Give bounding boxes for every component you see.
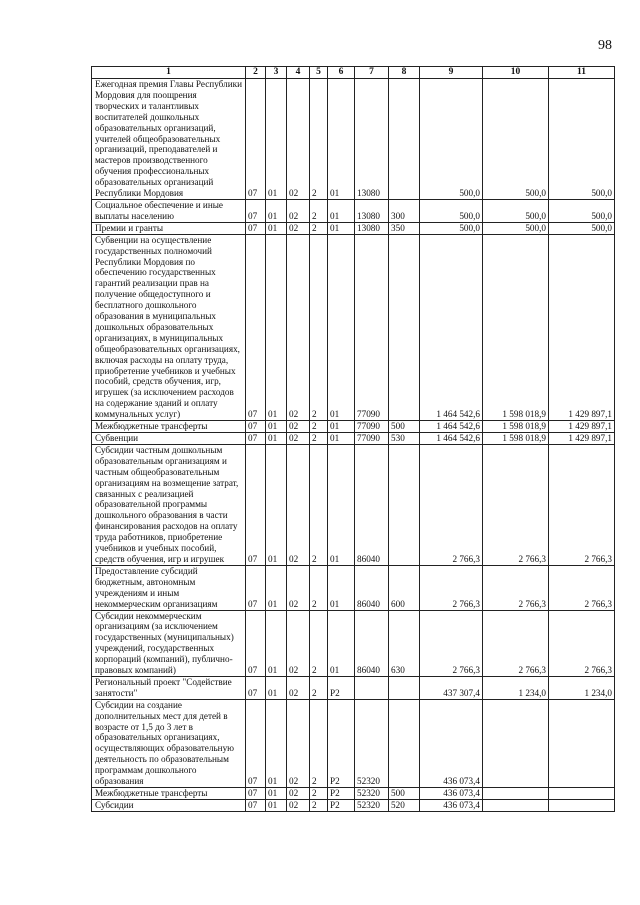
- code-cell: 07: [246, 421, 266, 433]
- code-cell: 2: [310, 199, 328, 222]
- code-cell: P2: [328, 699, 355, 787]
- header-cell: 11: [549, 67, 615, 79]
- code-cell: 2: [310, 222, 328, 234]
- code-cell: 01: [266, 788, 287, 800]
- code-cell: 77090: [355, 234, 389, 420]
- code-cell: 01: [266, 676, 287, 699]
- code-cell: 07: [246, 79, 266, 200]
- amount-cell: [549, 788, 615, 800]
- code-cell: 07: [246, 222, 266, 234]
- code-cell: 2: [310, 788, 328, 800]
- amount-cell: 1 464 542,6: [420, 421, 483, 433]
- code-cell: 02: [287, 610, 310, 676]
- code-cell: 01: [266, 199, 287, 222]
- amount-cell: 2 766,3: [549, 444, 615, 565]
- code-cell: 530: [389, 433, 420, 445]
- code-cell: 07: [246, 699, 266, 787]
- amount-cell: [483, 799, 549, 811]
- amount-cell: 1 234,0: [483, 676, 549, 699]
- code-cell: 01: [266, 222, 287, 234]
- code-cell: 2: [310, 676, 328, 699]
- code-cell: 01: [328, 565, 355, 610]
- code-cell: 07: [246, 676, 266, 699]
- code-cell: 350: [389, 222, 420, 234]
- table-row: [92, 799, 615, 811]
- code-cell: 01: [266, 444, 287, 565]
- page-number: 98: [598, 38, 612, 53]
- code-cell: 2: [310, 799, 328, 811]
- amount-cell: 1 429 897,1: [549, 421, 615, 433]
- code-cell: 86040: [355, 565, 389, 610]
- code-cell: 300: [389, 199, 420, 222]
- amount-cell: 2 766,3: [420, 610, 483, 676]
- amount-cell: 436 073,4: [420, 788, 483, 800]
- amount-cell: 500,0: [420, 199, 483, 222]
- code-cell: [389, 444, 420, 565]
- code-cell: 86040: [355, 610, 389, 676]
- code-cell: 02: [287, 788, 310, 800]
- row-name: Премии и гранты: [92, 222, 246, 234]
- code-cell: 13080: [355, 222, 389, 234]
- amount-cell: 2 766,3: [420, 565, 483, 610]
- code-cell: 13080: [355, 199, 389, 222]
- amount-cell: 2 766,3: [549, 565, 615, 610]
- amount-cell: 1 429 897,1: [549, 234, 615, 420]
- header-cell: 7: [355, 67, 389, 79]
- code-cell: 2: [310, 79, 328, 200]
- amount-cell: 1 598 018,9: [483, 421, 549, 433]
- code-cell: 02: [287, 421, 310, 433]
- code-cell: 01: [328, 610, 355, 676]
- header-cell: 1: [92, 67, 246, 79]
- row-name: Предоставление субсидий бюджетным, автономным учреждениям и иным некоммерческим организациям: [92, 565, 246, 610]
- row-name: Субсидии некоммерческим организациям (за исключением государственных (муниципальных) учреждений, государственных корпораций (компаний), публично-правовых компаний): [92, 610, 246, 676]
- code-cell: 07: [246, 199, 266, 222]
- code-cell: 13080: [355, 79, 389, 200]
- code-cell: 02: [287, 234, 310, 420]
- code-cell: 01: [328, 433, 355, 445]
- code-cell: 2: [310, 433, 328, 445]
- code-cell: 01: [266, 433, 287, 445]
- header-row: [92, 67, 615, 79]
- code-cell: 01: [266, 565, 287, 610]
- code-cell: 01: [328, 79, 355, 200]
- amount-cell: 1 598 018,9: [483, 234, 549, 420]
- code-cell: 520: [389, 799, 420, 811]
- table-row: [92, 444, 615, 565]
- table-row: [92, 676, 615, 699]
- amount-cell: [549, 699, 615, 787]
- amount-cell: 436 073,4: [420, 699, 483, 787]
- table-row: [92, 433, 615, 445]
- amount-cell: 500,0: [549, 79, 615, 200]
- header-cell: 10: [483, 67, 549, 79]
- code-cell: [389, 676, 420, 699]
- code-cell: 2: [310, 610, 328, 676]
- code-cell: 01: [328, 234, 355, 420]
- code-cell: 01: [266, 799, 287, 811]
- code-cell: 01: [328, 421, 355, 433]
- code-cell: 01: [266, 234, 287, 420]
- code-cell: 02: [287, 699, 310, 787]
- amount-cell: [483, 699, 549, 787]
- code-cell: 02: [287, 799, 310, 811]
- row-name: Межбюджетные трансферты: [92, 421, 246, 433]
- table-row: [92, 788, 615, 800]
- code-cell: [389, 234, 420, 420]
- header-cell: 2: [246, 67, 266, 79]
- header-cell: 6: [328, 67, 355, 79]
- code-cell: [389, 699, 420, 787]
- code-cell: 52320: [355, 799, 389, 811]
- row-name: Субсидии: [92, 799, 246, 811]
- header-cell: 4: [287, 67, 310, 79]
- amount-cell: 2 766,3: [549, 610, 615, 676]
- code-cell: 02: [287, 222, 310, 234]
- code-cell: 01: [266, 421, 287, 433]
- amount-cell: 436 073,4: [420, 799, 483, 811]
- row-name: Субвенции: [92, 433, 246, 445]
- code-cell: 01: [266, 610, 287, 676]
- amount-cell: 2 766,3: [483, 444, 549, 565]
- code-cell: 07: [246, 234, 266, 420]
- code-cell: 02: [287, 565, 310, 610]
- code-cell: 2: [310, 699, 328, 787]
- code-cell: 02: [287, 79, 310, 200]
- code-cell: 2: [310, 421, 328, 433]
- amount-cell: 1 429 897,1: [549, 433, 615, 445]
- code-cell: 630: [389, 610, 420, 676]
- amount-cell: 500,0: [420, 79, 483, 200]
- amount-cell: 1 234,0: [549, 676, 615, 699]
- code-cell: 07: [246, 788, 266, 800]
- amount-cell: 1 598 018,9: [483, 433, 549, 445]
- amount-cell: 500,0: [483, 222, 549, 234]
- amount-cell: 2 766,3: [483, 610, 549, 676]
- code-cell: 77090: [355, 433, 389, 445]
- code-cell: [355, 676, 389, 699]
- code-cell: 07: [246, 444, 266, 565]
- row-name: Субсидии на создание дополнительных мест для детей в возрасте от 1,5 до 3 лет в образовательных организациях, осуществляющих образовательную деятельность по образовательным программам дошкольного образования: [92, 699, 246, 787]
- amount-cell: [549, 799, 615, 811]
- amount-cell: 500,0: [483, 79, 549, 200]
- code-cell: 02: [287, 444, 310, 565]
- row-name: Социальное обеспечение и иные выплаты населению: [92, 199, 246, 222]
- code-cell: 86040: [355, 444, 389, 565]
- header-cell: 3: [266, 67, 287, 79]
- code-cell: 01: [328, 199, 355, 222]
- table-row: [92, 610, 615, 676]
- code-cell: 2: [310, 444, 328, 565]
- code-cell: 77090: [355, 421, 389, 433]
- code-cell: 07: [246, 433, 266, 445]
- header-cell: 5: [310, 67, 328, 79]
- code-cell: [389, 79, 420, 200]
- amount-cell: 500,0: [483, 199, 549, 222]
- code-cell: P2: [328, 676, 355, 699]
- table-row: [92, 234, 615, 420]
- code-cell: 07: [246, 610, 266, 676]
- table-row: [92, 699, 615, 787]
- amount-cell: 500,0: [549, 199, 615, 222]
- table-row: [92, 199, 615, 222]
- code-cell: 02: [287, 433, 310, 445]
- code-cell: 2: [310, 234, 328, 420]
- row-name: Региональный проект "Содействие занятости": [92, 676, 246, 699]
- code-cell: 01: [328, 444, 355, 565]
- code-cell: 02: [287, 676, 310, 699]
- code-cell: 01: [266, 699, 287, 787]
- code-cell: 01: [328, 222, 355, 234]
- code-cell: 2: [310, 565, 328, 610]
- row-name: Субвенции на осуществление государственных полномочий Республики Мордовия по обеспечению государственных гарантий реализации прав на получение общедоступного и бесплатного дошкольного образования в муниципальных дошкольных образовательных организациях, в муниципальных общеобразовательных организациях, включая расходы на оплату труда, приобретение учебников и учебных пособий, средств обучения, игр, игрушек (за исключением расходов на содержание зданий и оплату коммунальных услуг): [92, 234, 246, 420]
- code-cell: 500: [389, 421, 420, 433]
- table-row: [92, 222, 615, 234]
- amount-cell: 1 464 542,6: [420, 234, 483, 420]
- code-cell: 07: [246, 799, 266, 811]
- code-cell: 500: [389, 788, 420, 800]
- header-cell: 8: [389, 67, 420, 79]
- code-cell: 52320: [355, 699, 389, 787]
- code-cell: 07: [246, 565, 266, 610]
- code-cell: 600: [389, 565, 420, 610]
- table-row: [92, 565, 615, 610]
- table-row: [92, 421, 615, 433]
- budget-table: [91, 66, 615, 812]
- amount-cell: 437 307,4: [420, 676, 483, 699]
- row-name: Субсидии частным дошкольным образовательным организациям и частным общеобразовательным организациям на возмещение затрат, связанных с реализацией образовательной программы дошкольного образования в части финансирования расходов на оплату труда работников, приобретение учебников и учебных пособий, средств обучения, игр и игрушек: [92, 444, 246, 565]
- amount-cell: [483, 788, 549, 800]
- amount-cell: 2 766,3: [420, 444, 483, 565]
- code-cell: 01: [266, 79, 287, 200]
- amount-cell: 2 766,3: [483, 565, 549, 610]
- row-name: Межбюджетные трансферты: [92, 788, 246, 800]
- code-cell: 02: [287, 199, 310, 222]
- header-cell: 9: [420, 67, 483, 79]
- table-row: [92, 79, 615, 200]
- code-cell: P2: [328, 799, 355, 811]
- code-cell: P2: [328, 788, 355, 800]
- amount-cell: 1 464 542,6: [420, 433, 483, 445]
- code-cell: 52320: [355, 788, 389, 800]
- amount-cell: 500,0: [549, 222, 615, 234]
- row-name: Ежегодная премия Главы Республики Мордовия для поощрения творческих и талантливых воспитателей дошкольных образовательных организаций, учителей общеобразовательных организаций, преподавателей и мастеров производственного обучения профессиональных образовательных организаций Республики Мордовия: [92, 79, 246, 200]
- amount-cell: 500,0: [420, 222, 483, 234]
